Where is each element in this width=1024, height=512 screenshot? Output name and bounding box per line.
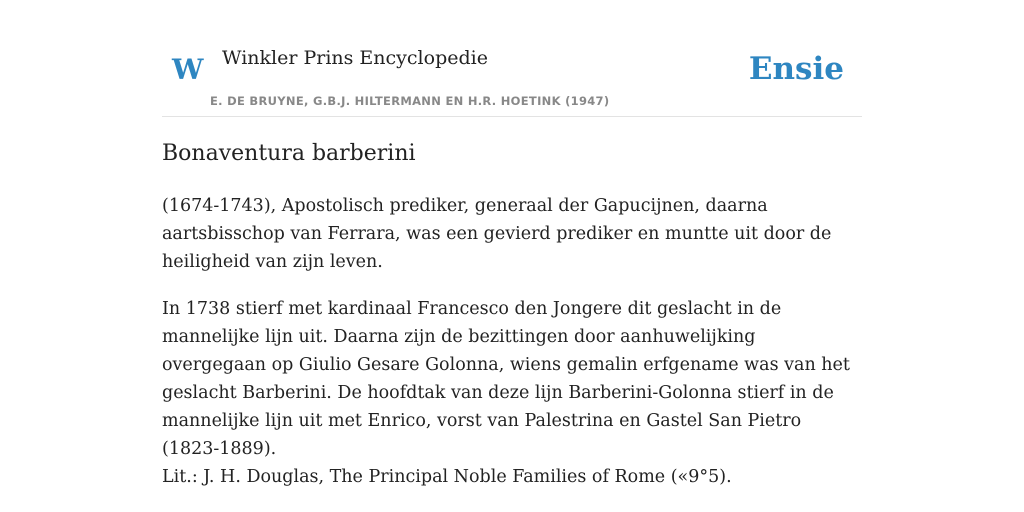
article-paragraph: (1674-1743), Apostolisch prediker, generaal der Gapucijnen, daarna aartsbisschop van Ferrara, was een gevierd prediker en muntte uit door de heiligheid van zijn leven. — [162, 196, 832, 272]
literature-reference: Lit.: J. H. Douglas, The Principal Noble Families of Rome («9°5). — [162, 467, 732, 487]
encyclopedia-authors: E. DE BRUYNE, G.B.J. HILTERMANN EN H.R. HOETINK (1947) — [210, 94, 610, 108]
article-title: Bonaventura barberini — [162, 141, 416, 166]
encyclopedia-header — [162, 0, 862, 117]
ensie-brand-logo[interactable]: Ensie — [748, 51, 844, 87]
encyclopedia-title[interactable]: Winkler Prins Encyclopedie — [222, 47, 488, 69]
encyclopedia-logo[interactable]: W — [172, 53, 204, 86]
article-paragraph: In 1738 stierf met kardinaal Francesco den Jongere dit geslacht in de mannelijke lijn uit. Daarna zijn de bezittingen door aanhuwelijking overgegaan op Giulio Gesare Golonna, wiens gemalin erfgename was van het geslacht Barberini. De hoofdtak van deze lijn Barberini-Golonna stierf in de mannelijke lijn uit met Enrico, vorst van Palestrina en Gastel San Pietro (1823-1889). — [162, 299, 850, 459]
